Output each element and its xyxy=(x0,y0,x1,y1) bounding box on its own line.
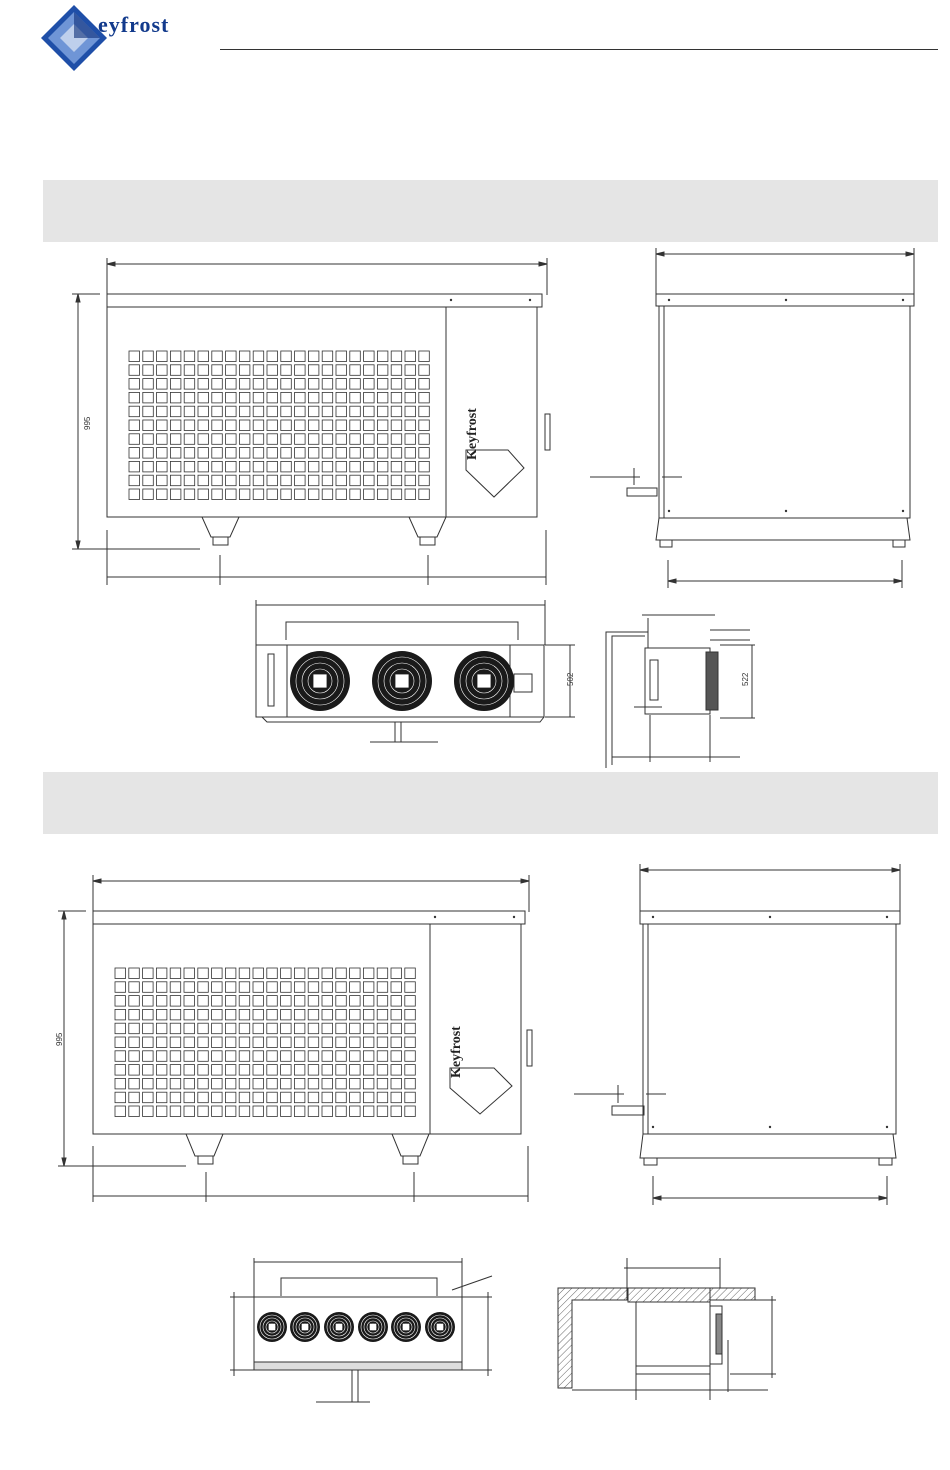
model1-install-dim-label: 522 xyxy=(741,672,750,686)
model1-panel-brand: Keyfrost xyxy=(465,408,480,460)
brand-logo-text: eyfrost xyxy=(98,12,170,37)
model2-panel-brand: Keyfrost xyxy=(449,1026,464,1078)
model1-top-dim-label: 502 xyxy=(566,672,575,686)
model1-height-label: 995 xyxy=(83,416,92,430)
model2-height-label: 995 xyxy=(55,1032,64,1046)
